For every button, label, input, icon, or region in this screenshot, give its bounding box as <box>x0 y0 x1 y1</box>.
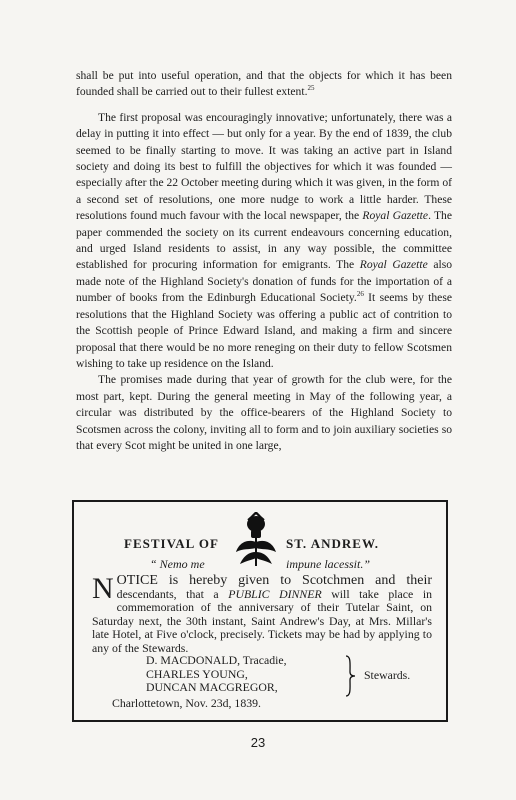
notice-text: will take place in commemoration of the anniversary of their Tutelar Saint, on Saturday next, the 30th instant, Saint Andrew's Day, at Mrs. Millar's late Hotel, at Five o'clock, precisely. Tickets may be had by applying to any of the Stewards. <box>92 586 432 655</box>
paragraph-text: shall be put into useful operation, and that the objects for which it has been founded shall be carried out to their fullest extent. <box>76 69 452 99</box>
paragraph-text: also made note of the Highland Society's donation of funds for the importation of a number of books from the Edinburgh Educational Society. <box>76 258 453 305</box>
footnote-marker: 26 <box>356 290 364 299</box>
notice-heading <box>74 512 446 556</box>
public-dinner-text: PUBLIC DINNER <box>228 586 322 601</box>
paragraph-text: . The paper commended the society on its current endeavours concerning education, and urged Island residents to assist, in any way possible, the committee established for procuring information for emigrants. The <box>76 209 452 272</box>
notice-text: descendants, that a <box>116 586 229 601</box>
notice-body <box>92 574 432 656</box>
newspaper-title: Royal Gazette <box>359 258 428 272</box>
footnote-marker: 25 <box>307 84 315 93</box>
motto-left: “ Nemo me <box>150 557 205 571</box>
paragraph-quote-end <box>76 68 452 101</box>
stewards-label: Stewards. <box>364 668 411 682</box>
steward-name: D. MACDONALD, Tracadie, <box>146 653 287 667</box>
heading-left: FESTIVAL OF <box>124 536 219 551</box>
paragraph <box>76 110 452 373</box>
page-number: 23 <box>250 735 266 750</box>
paragraph <box>76 372 452 454</box>
motto-right: impune lacessit.” <box>286 557 370 571</box>
steward-name: CHARLES YOUNG, <box>146 666 248 681</box>
drop-cap: N <box>92 572 114 605</box>
heading-right: ST. ANDREW. <box>286 536 379 551</box>
newspaper-title: Royal Gazette <box>362 209 429 223</box>
paragraph-text: The promises made during that year of growth for the club were, for the most part, kept. During the general meeting in May of the following year, a circular was distributed by the office-bearers of the Highland Society to Scotsmen across the colony, inviting all to form and to join auxiliary societies so that every Scot might be united in one large, <box>76 373 452 452</box>
notice-first-line: OTICE is hereby given to Scotchmen and their <box>116 573 432 588</box>
steward-name: DUNCAN MACGREGOR, <box>146 680 278 695</box>
newspaper-notice <box>72 500 448 722</box>
paragraph-text: It seems by these resolutions that the Highland Society was offering a public act of contrition to the Scottish people of Prince Edward Island, and making a firm and sincere proposal that there would be no more reneging on their duty to fellow Scotsmen wishing to take up residence on the Island. <box>76 291 452 370</box>
stewards-list <box>146 654 287 695</box>
paragraph-text: The first proposal was encouragingly innovative; unfortunately, there was a delay in putting it into effect — but only for a year. By the end of 1839, the club seemed to be finally starting to move. It was taking an active part in Island society and doing its best to fulfill the objectives for which it was founded — especially after the 22 October meeting during which it was given, in the form of a second set of resolutions, one more nudge to work a little harder. These resolutions found much favour with the local newspaper, the <box>76 110 452 223</box>
body-text <box>76 68 452 454</box>
thistle-icon <box>234 512 278 568</box>
dateline: Charlottetown, Nov. 23d, 1839. <box>112 696 261 710</box>
brace-icon <box>344 654 356 698</box>
